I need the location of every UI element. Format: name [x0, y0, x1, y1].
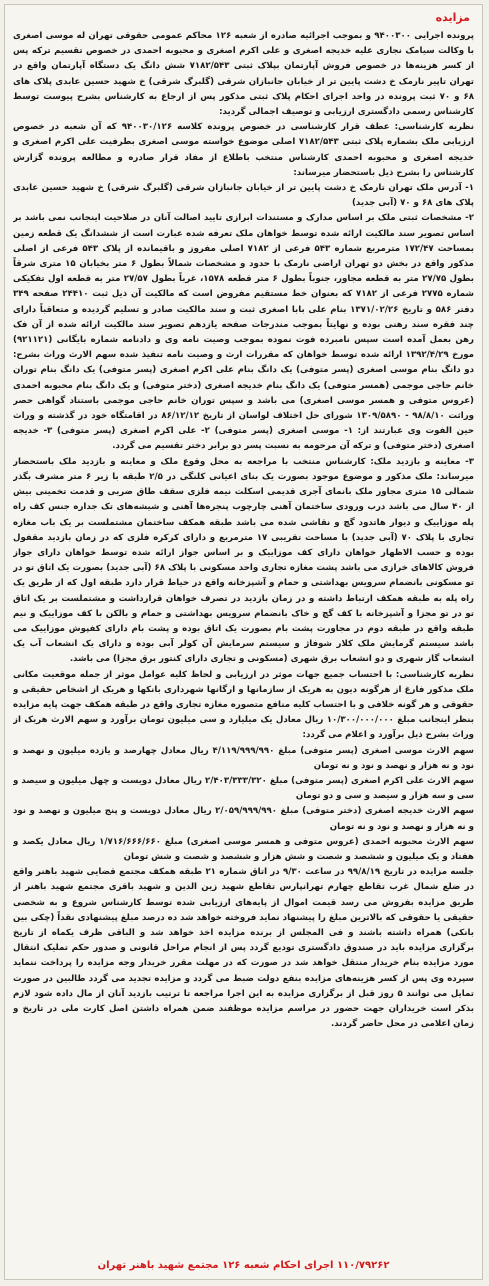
paragraph-share-khadijeh: سهم الارث خدیجه اصغری (دختر متوفی) مبلغ ۲/۰۵۹/۹۹۹/۹۹۰ ریال معادل دویست و پنج میلیون و نهصد و نود و نه هزار و نهصد و نود و نه تومان: [13, 806, 474, 832]
paragraph-share-mahboubeh: سهم الارث محبوبه احمدی (عروس متوفی و همسر موسی اصغری) مبلغ ۱/۷۱۶/۶۶۶/۶۶۰ ریال معادل یکصد و هفتاد و یک میلیون و ششصد و شصت و شش هزار و ششصد و شصت و شش تومان: [13, 836, 474, 862]
paragraph-registration: ۲- مشخصات ثبتی ملک بر اساس مدارک و مستندات ابرازی تایید اصالت آنان در صلاحیت اینجانب نمی باشد بر اساس تصویر سند مالکیت ارائه شده توسط خواهان ملک تعرفه شده عبارت است از ششدانگ یک قطعه زمین بمساحت ۱۷۲/۴۷ مترمربع شماره ۵۴۳ فرعی از ۷۱۸۲ اصلی مفروز و باقیمانده از پلاک ۵۴۳ فرعی از اصلی مذکور واقع در بخش دو تهران اراضی نارمک با حدود و مشخصات شمالاً بطول ۶ متر بخیابان ۱۵ متری شرقاً بطول ۲۷/۷۵ متر به قطعه مجاور، جنوباً بطول ۶ متر قطعه ۱۵۷۸، غرباً بطول ۲۷/۵۷ متر به قطعه اول تفکیکی شماره ۲۷۷۵ فرعی از ۷۱۸۲ که بعنوان خط مستقیم مفروض است که مالکیت آن ذیل ثبت ۲۴۴۱۰ صفحه ۳۴۹ دفتر ۵۸۶ و تاریخ ۱۳۷۱/۰۲/۲۶ بنام علی بابا اصغری ثبت و سند مالکیت صادر و تسلیم گردیده و متعاقباً دارای چند فقره سند رهنی بوده و نهایتاً بموجب مندرجات صفحه یازدهم تصویر سند مالکیت ارائه شده از آن فک رهن بعمل آمده است سپس نامبرده فوت نموده بموجب وصیت نامه وی و دادنامه شماره بایگانی (۹۲۱۱۲۱) مورخ ۱۳۹۲/۴/۲۹ ارائه شده توسط خواهان که مقررات ارث و وصیت نامه تنفیذ شده سهم الارث وراث بشرح: دو دانگ بنام موسی اصغری (پسر متوفی) یک دانگ بنام علی اکرم اصغری (پسر متوفی) یک دانگ بنام توران خانم حاجی موجمی (همسر متوفی) یک دانگ بنام خدیجه اصغری (دختر متوفی) و یک دانگ بنام محبوبه احمدی (عروس متوفی و همسر موسی اصغری) می باشد و سپس توران خانم حاجی موجمی باستناد گواهی حصر وراثت ۹۸/۸/۱۰ - ۱۳۰۹/۵۸۹۰ شورای حل اختلاف لواسان از تاریخ ۸۶/۱۲/۱۲ در اقامتگاه خود در گذشته و وراث حین الفوت وی عبارتند از: ۱- موسی اصغری (پسر متوفی) ۲- علی اکرم اصغری (پسر متوفی) ۳- خدیجه اصغری (دختر متوفی) و ترکه آن مرحومه به نسبت پسر دو برابر دختر تقسیم می گردد.: [13, 213, 474, 452]
paragraph-address: ۱- آدرس ملک تهران تارمک خ دشت پایین تر از خیابان جانبازان شرقی (گلبرگ شرقی) خ شهید حسین عابدی پلاک های ۶۸ و ۷۰ (آبی جدید): [13, 183, 474, 209]
paragraph-share-ali-akram: سهم الارث علی اکرم اصغری (پسر متوفی) مبلغ ۲/۴۰۳/۳۳۳/۳۲۰ ریال معادل دویست و چهل میلیون و سیصد و سی و سه هزار و سیصد و سی و دو تومان: [13, 775, 474, 802]
paragraph-valuation: نظریه کارشناسی: با احتساب جمیع جهات موثر در ارزیابی و لحاظ کلیه عوامل موثر از جمله موقعیت مکانی ملک مذکور فارغ از هرگونه دیون به هریک از سازمانها و ارگانها شهرداری بانکها و هریک از اشخاص حقیقی و حقوقی و هر گونه خلافی و با احتساب کلیه منافع متصوره مغازه تجاری واقع در طبقه همکف جهت پایه مزایده بنظر اینجانب مبلغ ۱۰/۳۰۰/۰۰۰/۰۰۰ ریال معادل یک میلیارد و سی میلیون تومان برآورد و سهم الارث هریک از وراث بشرح ذیل برآورد و اعلام می گردد:: [13, 669, 474, 741]
paragraph-intro: پرونده اجرایی ۹۴۰۰۳۰۰ و بموجب اجرائیه صادره از شعبه ۱۲۶ محاکم عمومی حقوقی تهران له موسی اصغری با وکالت سیامک نجاری علیه خدیجه اصغری و علی اکرم اصغری و محبوبه احمدی در خصوص تقسیم ترکه پس از کسر هزینه‌ها در خصوص فروش آپارتمان بپلاک ثبتی ۷۱۸۲/۵۴۳ شش دانگ یک دستگاه آپارتمان واقع در تهران تاپیر نارمک خ دشت پایین تر از خیابان جانبازان شرقی (گلبرگ شرقی) خ شهید حسین عابدی پلاک های ۶۸ و ۷۰ ثبت پرونده در واحد اجرای احکام پلاک ثبتی مذکور پس از ارجاع به کارشناس بشرح پیوست توسط کارشناس رسمی دادگستری ارزیابی و توصیف اجمالی گردید:: [13, 31, 474, 118]
notice-body: [13, 29, 474, 1249]
notice-footer: ۱۱۰/۷۹۲۶۲ اجرای احکام شعبه ۱۲۶ مجتمع شهید باهنر تهران: [97, 1260, 390, 1271]
paragraph-expert-opinion: نظریه کارشناسی: عطف قرار کارشناسی در خصوص پرونده کلاسه ۹۴۰۰۳۰/۱۲۶ که آن شعبه در خصوص ارزیابی ملک بشماره پلاک ثبتی ۷۱۸۲/۵۴۳ اصلی موضوع خواسته موسی اصغری بطرفیت علی اکرم اصغری و خدیجه اصغری و محبوبه احمدی کارشناس منتخب باطلاع از مفاد قرار صادره و مطالعه پرونده گزارش کارشناس را بشرح ذیل باستحضار میرساند:: [13, 122, 474, 178]
paragraph-auction-session: جلسه مزایده در تاریخ ۹۹/۸/۱۹ در ساعت ۹/۳۰ در اتاق شماره ۲۱ طبقه همکف مجتمع قضایی شهید باهنر واقع در ضلع شمال غرب تقاطع چهارم تهرانپارس تقاطع شهید زین الدین و شهید باقری مجتمع شهید باهنر از طریق مزایده بفروش می رسد قیمت اموال از پایه‌های ارزیابی شده توسط کارشناس شروع و به شخصی حقیقی یا حقوقی که بالاترین مبلغ را پیشنهاد نماید فروخته خواهد شد ده درصد مبلغ پیشنهادی نقداً (چکی بین بانکی) همراه داشته باشند و فی المجلس از برنده مزایده اخذ خواهد شد و الباقی ظرف یکماه از تاریخ برگزاری مزایده باید در صندوق دادگستری تودیع گردد پس از انجام مراحل قانونی و صدور حکم تملیک انتقال مورد مزایده بنام خریدار منتقل خواهد شد در صورت که در مهلت مقرر خریدار وجه مزایده را پرداخت ننماید سپرده وی پس از کسر هزینه‌های مزایده بنفع دولت ضبط می گردد و مزایده تجدید می گردد طالبین در صورت تمایل می توانند ۵ روز قبل از برگزاری مزایده به این اجرا مراجعه تا ترتیب بازدید آنان از مال داده شود لازم بذکر است خریداران جهت حضور در مراسم مزایده موظفند ضمن همراه داشتن اصل کارت ملی در تاریخ و زمان اعلامی در محل حاضر گردند.: [13, 867, 474, 1030]
notice-page: [4, 4, 483, 1280]
paragraph-inspection: ۳- معاینه و بازدید ملک: کارشناس منتخب با مراجعه به محل وقوع ملک و معاینه و بازدید ملک باستحضار میرساند: ملک مذکور و موضوع موجود بصورت یک بنای اعیانی کلنگی در ۲/۵ طبقه با زیر ۶ متر مشرف بگذر شمالی ۱۵ متری مجاور ملک بانمای آجری قدیمی اسکلت نیمه فلزی سقف طاق ضربی و قدمت تخمینی بیش از ۴۰ سال می باشد درب ورودی ساختمان آهنی چارچوب پنجره‌ها آهنی و شیشه‌های تک جداره جنس کف راه پله موزاییک و دیوار هاتدود گچ و نقاشی شده می باشد طبقه همکف ساختمان مشتملست بر یک باب مغازه تجاری با پلاک ۷۰ (آبی جدید) با مساحت تقریبی ۱۷ مترمربع و دارای کرکره فلزی که در زمان بازدید مقفول بوده و حسب الاظهار خواهان دارای کف موزاییک و بر اساس جواز ارائه شده توسط خواهان دارای جواز فروش کالاهای خرازی می باشد پشت مغازه تجاری واحد مسکونی با پلاک ۶۸ (آبی جدید) بصورت یک اتاق تو در تو مسکونی بانضمام سرویس بهداشتی و حمام و آشپزخانه واقع در حیاط قرار دارد طبقه اول که از طریق یک راه پله به طبقه همکف ارتباط داشته و در زمان بازدید در تصرف خواهان قرارداشت و مشتملست بر یک اتاق تو در تو مجزا و آشپزخانه با کف گچ و خاک بانضمام سرویس بهداشتی و حمام و بالکن با کف موزاییک و نیم طبقه واقع در طبقه دوم در مجاورت پشت بام بصورت یک اتاق بوده و پشت بام دارای کفپوش موزاییک می باشد سیستم گرمایش ملک کلار شوفاژ و سیستم سرمایش آن کولر آبی بوده و دارای یک انشعاب آب یک انشعاب گاز شهری و دو انشعاب برق شهری (مسکونی و تجاری دارای کنتور برق مجزا) می باشد.: [13, 456, 474, 665]
paragraph-share-mousa: سهم الارث موسی اصغری (پسر متوفی) مبلغ ۴/۱۱۹/۹۹۹/۹۹۰ ریال معادل چهارصد و یازده میلیون و نهصد و نود و نه هزار و نهصد و نود و نه تومان: [13, 745, 474, 771]
notice-title: مزایده: [435, 11, 470, 24]
